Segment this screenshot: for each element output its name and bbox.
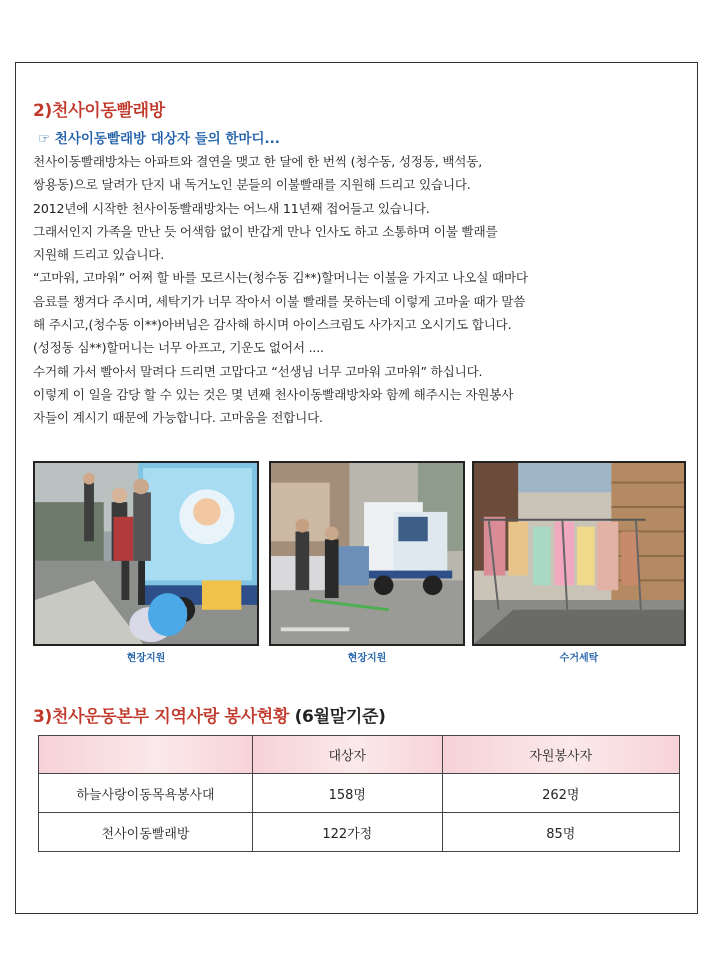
photo-caption-2: 현장지원: [347, 653, 387, 664]
table-cell: 하늘사랑이동목욕봉사대: [39, 774, 253, 813]
section3-title-main: 3)천사운동본부 지역사랑 봉사현황: [33, 707, 289, 727]
body-line: 음료를 챙겨다 주시며, 세탁기가 너무 작아서 이불 빨래를 못하는데 이렇게 고마울 때가 말씀: [33, 293, 526, 309]
body-line: 수거해 가서 빨아서 말려다 드리면 고맙다고 “선생님 너무 고마워 고마워” 하십니다.: [33, 363, 483, 379]
table-cell: 158명: [253, 774, 443, 813]
table-cell: 122가정: [253, 813, 443, 852]
photo-field-support-2: [269, 461, 465, 646]
table-header-cell: 대상자: [253, 736, 443, 774]
table-cell: 천사이동빨래방: [39, 813, 253, 852]
photo-caption-3: 수거세탁: [559, 653, 599, 664]
body-line: 이렇게 이 일을 감당 할 수 있는 것은 몇 년째 천사이동빨래방차와 함께 해주시는 자원봉사: [33, 386, 514, 402]
table-header-row: [39, 736, 680, 774]
section3-title: [33, 702, 386, 727]
section3-title-suffix: (6월말기준): [294, 707, 386, 727]
table-cell: 85명: [442, 813, 679, 852]
section2-body: [33, 150, 683, 430]
section2-title: 2)천사이동빨래방: [33, 101, 165, 121]
body-line: 지원해 드리고 있습니다.: [33, 247, 165, 263]
volunteer-stats-table: [38, 735, 680, 852]
body-line: (성정동 심**)할머니는 너무 아프고, 기운도 없어서 ....: [33, 340, 324, 356]
photo-caption-1: 현장지원: [126, 653, 166, 664]
body-line: 그래서인지 가족을 만난 듯 어색함 없이 반갑게 만나 인사도 하고 소통하며 이불 빨래를: [33, 223, 498, 239]
table-header-cell: [39, 736, 253, 774]
body-line: 천사이동빨래방차는 아파트와 결연을 맺고 한 달에 한 번씩 (청수동, 성정동, 백석동,: [33, 154, 483, 169]
table-row: [39, 813, 680, 852]
body-line: 자들이 계시기 때문에 가능합니다. 고마움을 전합니다.: [33, 410, 323, 426]
table-cell: 262명: [442, 774, 679, 813]
body-line: 쌍용동)으로 달려가 단지 내 독거노인 분들의 이불빨래를 지원해 드리고 있습니다.: [33, 177, 471, 193]
body-line: 2012년에 시작한 천사이동빨래방차는 어느새 11년째 접어들고 있습니다.: [33, 200, 430, 216]
body-line: 해 주시고,(청수동 이**)아버님은 감사해 하시며 아이스크림도 사가지고 오시기도 합니다.: [33, 317, 512, 333]
photo-field-support-1: [33, 461, 259, 646]
table-header-cell: 자원봉사자: [442, 736, 679, 774]
table-row: [39, 774, 680, 813]
photo-collection-laundry: [472, 461, 686, 646]
body-line: “고마워, 고마워” 어쩌 할 바를 모르시는(청수동 김**)할머니는 이불을 가지고 나오실 때마다: [33, 270, 528, 286]
section2-subtitle: ☞ 천사이동빨래방 대상자 들의 한마디...: [38, 131, 280, 147]
